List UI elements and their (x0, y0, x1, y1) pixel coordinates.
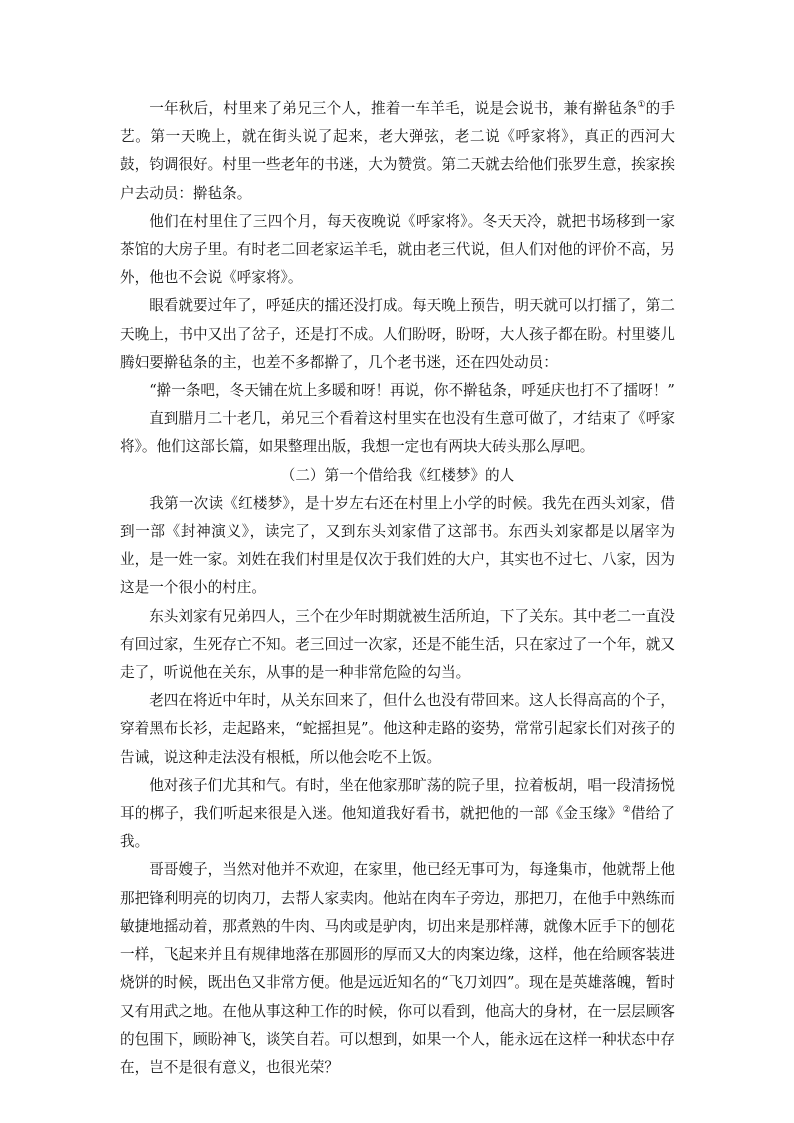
paragraph-3: 眼看就要过年了，呼延庆的擂还没打成。每天晚上预告，明天就可以打擂了，第二天晚上，书中又出了岔子，还是打不成。人们盼呀，盼呀，大人孩子都在盼。村里婆儿腾妇要擀毡条的主，也差不多都擀了，几个老书迷，还在四处动员： (120, 297, 675, 371)
paragraph-1-text: 一年秋后，村里来了弟兄三个人，推着一车羊毛，说是会说书，兼有擀毡条 (149, 100, 638, 117)
paragraph-8: 老四在将近中年时，从关东回来了，但什么也没有带回来。这人长得高高的个子，穿着黑布长衫，走起路来，“蛇摇担晃”。他这种走路的姿势，常常引起家长们对孩子的告诫，说这种走法没有根柢，所以他会吃不上饭。 (120, 692, 675, 766)
paragraph-4-quote: “擀一条吧，冬天铺在炕上多暖和呀！再说，你不擀毡条，呼延庆也打不了擂呀！” (149, 382, 675, 400)
footnote-marker-1: ① (637, 100, 646, 111)
paragraph-1-text-rest: 的手艺。第一天晚上，就在街头说了起来，老大弹弦，老二说《呼家将》，真正的西河大鼓，钧调很好。村里一些老年的书迷，大为赞赏。第二天就去给他们张罗生意，挨家挨户去动员：擀毡条。 (120, 100, 675, 202)
article-body (120, 95, 675, 1082)
paragraph-5: 直到腊月二十老几，弟兄三个看着这村里实在也没有生意可做了，才结束了《呼家将》。他们这部长篇，如果整理出版，我想一定也有两块大砖头那么厚吧。 (120, 410, 675, 456)
paragraph-6: 我第一次读《红楼梦》，是十岁左右还在村里上小学的时候。我先在西头刘家，借到一部《封神演义》，读完了，又到东头刘家借了这部书。东西头刘家都是以屠宰为业，是一姓一家。刘姓在我们村里是仅次于我们姓的大户，其实也不过七、八家，因为这是一个很小的村庄。 (120, 494, 675, 597)
section-heading: （二）第一个借给我《红楼梦》的人 (280, 466, 515, 484)
paragraph-7: 东头刘家有兄弟四人，三个在少年时期就被生活所迫，下了关东。其中老二一直没有回过家，生死存亡不知。老三回过一次家，还是不能生活，只在家过了一个年，就又走了，听说他在关东，从事的是一种非常危险的勾当。 (120, 607, 675, 682)
paragraph-10: 哥哥嫂子，当然对他并不欢迎，在家里，他已经无事可为，每逢集市，他就帮上他那把锋利明亮的切肉刀，去帮人家卖肉。他站在肉车子旁边，那把刀，在他手中熟练而敏捷地摇动着，那煮熟的牛肉、马肉或是驴肉，切出来是那样薄，就像木匠手下的刨花一样，飞起来并且有规律地落在那圆形的厚而又大的肉案边缘，这样，他在给顾客装进烧饼的时候，既出色又非常方便。他是远近知名的“飞刀刘四”。现在是英雄落魄，暂时又有用武之地。在他从事这种工作的时候，你可以看到，他高大的身材，在一层层顾客的包围下，顾盼神飞，谈笑自若。可以想到，如果一个人，能永远在这样一种状态中存在，岂不是很有意义，也很光荣？ (120, 861, 675, 1076)
paragraph-9-text: 他对孩子们尤其和气。有时，坐在他家那旷荡的院子里，拉着板胡，唱一段清扬悦耳的梆子，我们听起来很是入迷。他知道我好看书，就把他的一部《金玉缘》 (120, 776, 675, 823)
paragraph-9 (120, 772, 675, 857)
footnote-marker-2: ② (622, 805, 631, 816)
paragraph-9-text-rest: 借给了我。 (120, 805, 675, 851)
paragraph-1 (120, 95, 675, 208)
paragraph-2: 他们在村里住了三四个月，每天夜晚说《呼家将》。冬天天冷，就把书场移到一家茶馆的大房子里。有时老二回老家运羊毛，就由老三代说，但人们对他的评价不高，另外，他也不会说《呼家将》。 (120, 212, 675, 287)
